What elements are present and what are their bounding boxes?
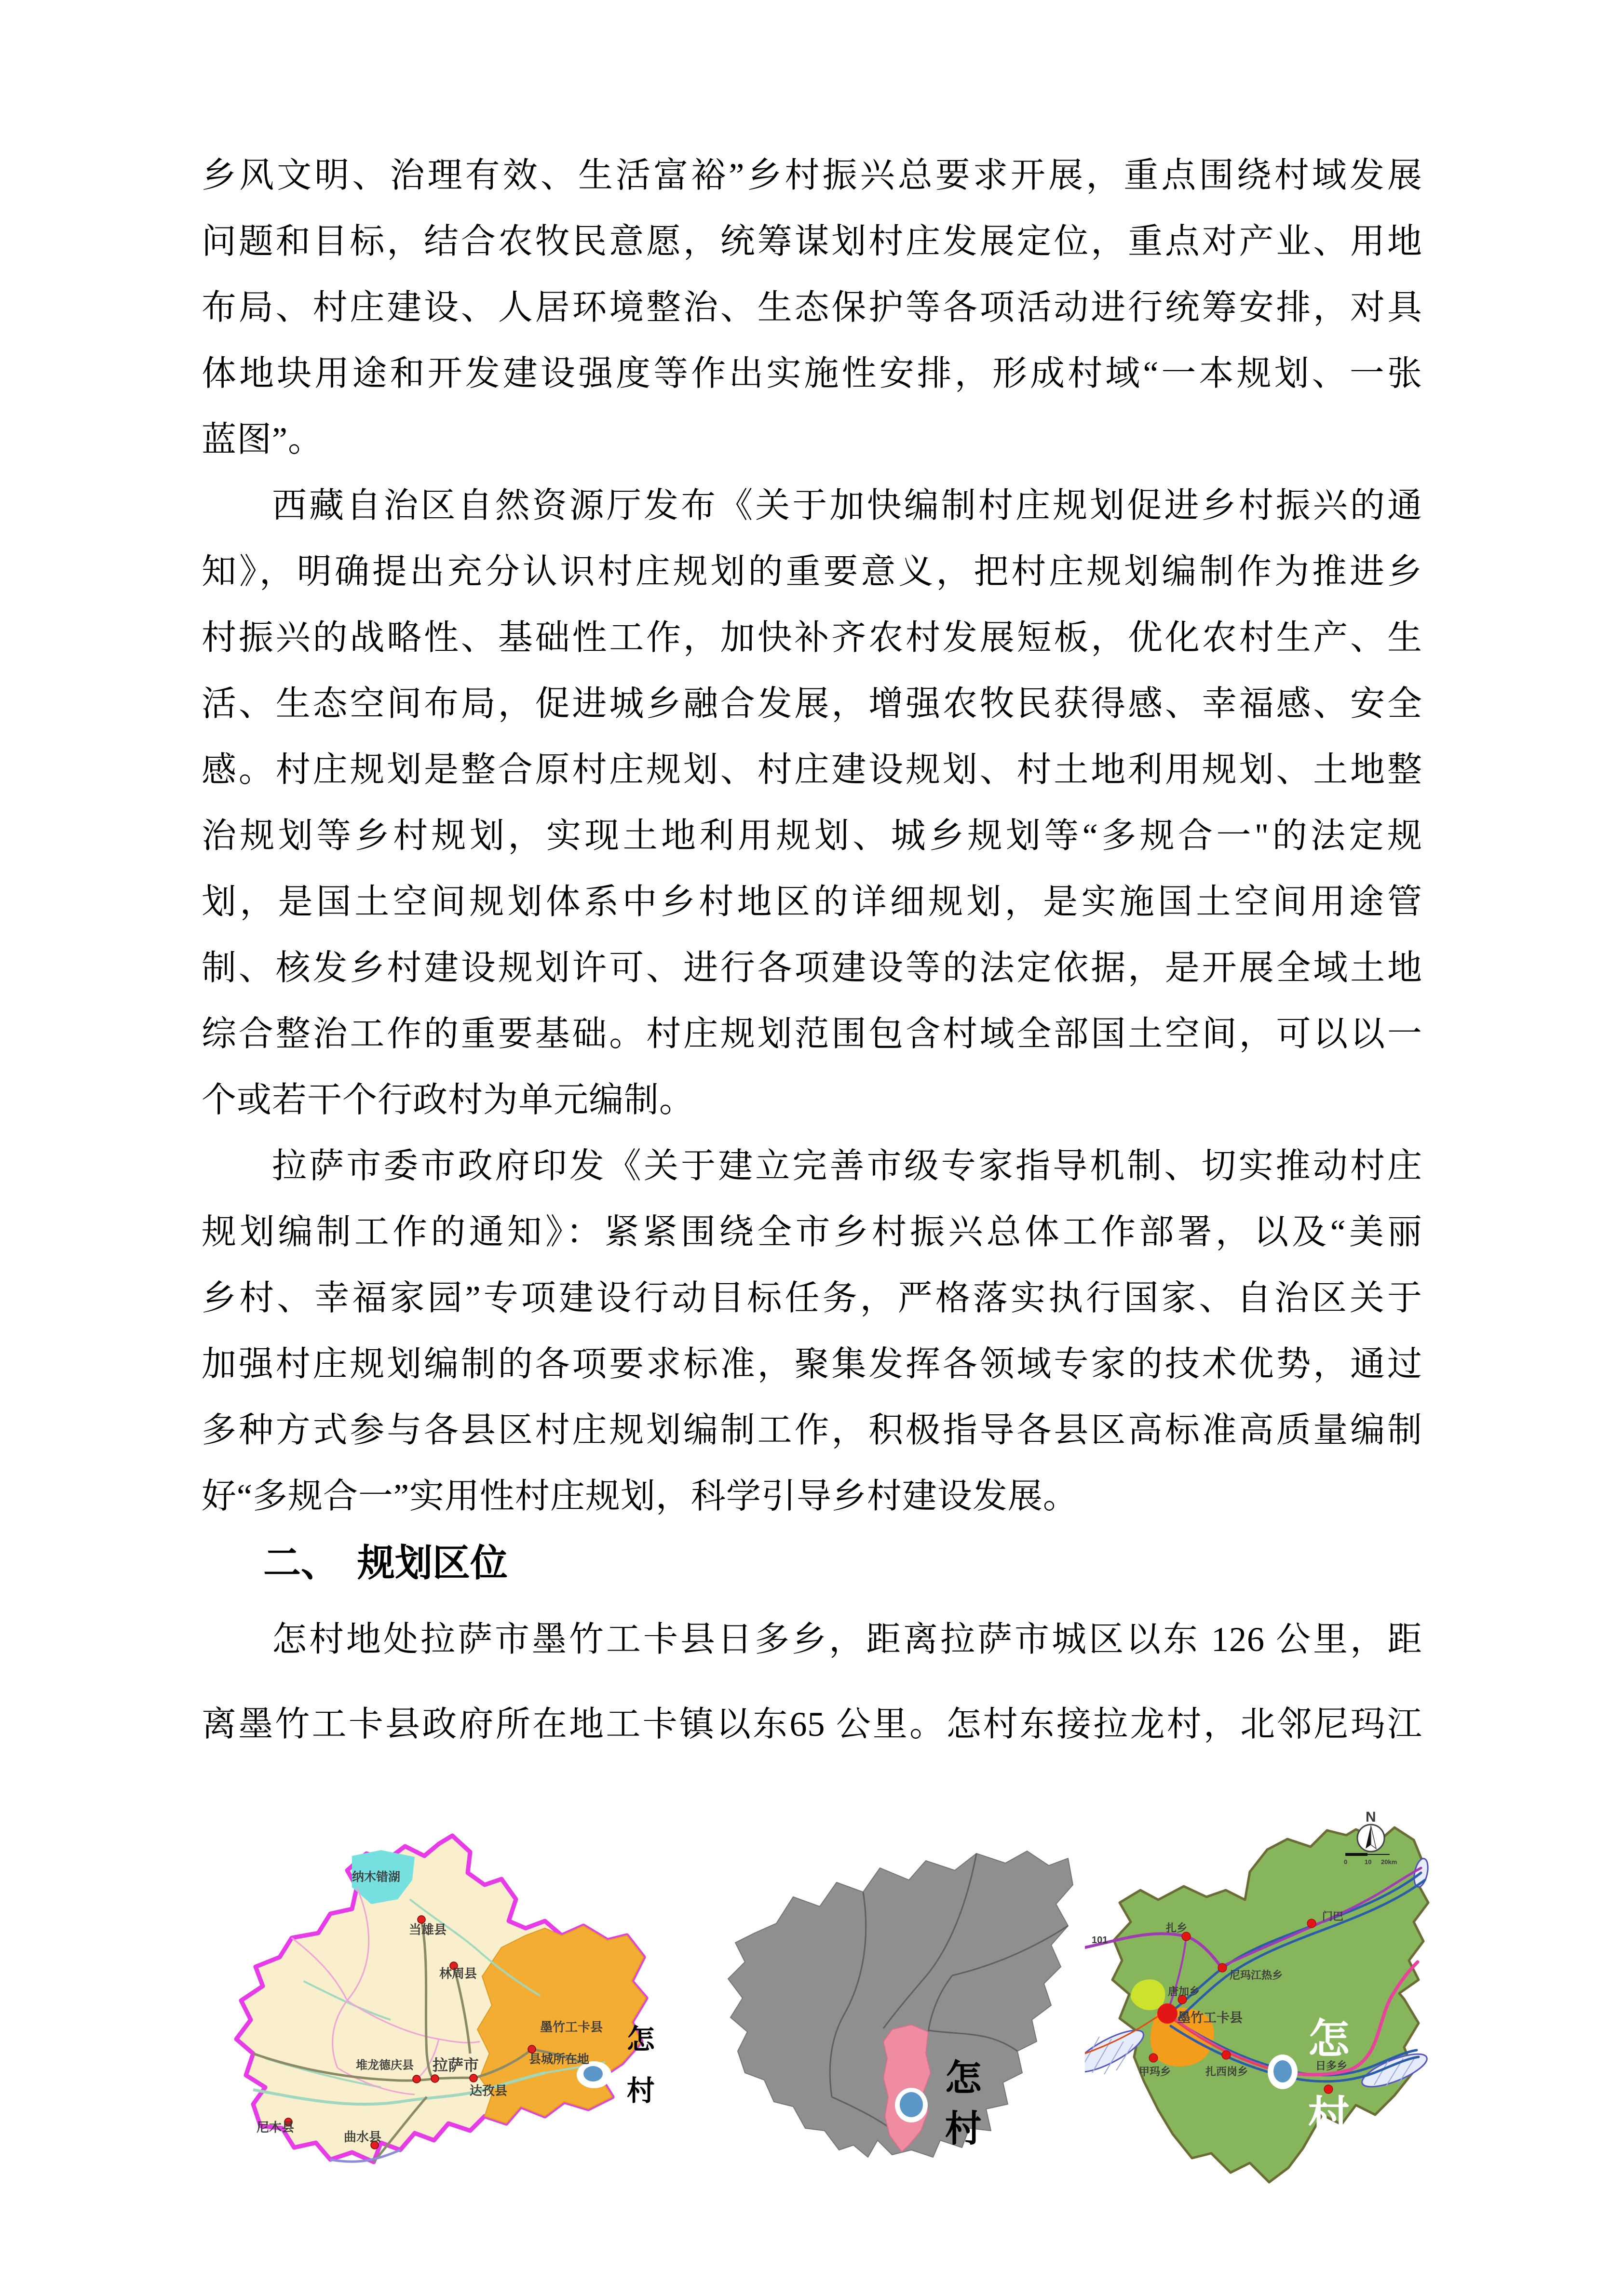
township-label: 尼玛江热乡 (1230, 1969, 1283, 1981)
compass-north-label: N (1366, 1809, 1376, 1825)
scale-tick: 20km (1381, 1858, 1397, 1866)
paragraph-line: 好“多规合一”实用性村庄规划，科学引导乡村建设发展。 (202, 1477, 1078, 1516)
village-marker-label: 怎村 (1308, 2016, 1350, 2139)
paragraph-line: 规划编制工作的通知》：紧紧围绕全市乡村振兴总体工作部署，以及“美丽 (202, 1213, 1422, 1251)
county-seat-label: 墨竹工卡县 (1177, 2011, 1243, 2025)
paragraph-line: 制、核发乡村建设规划许可、进行各项建设等的法定依据，是开展全域土地 (202, 949, 1422, 987)
county-label: 达孜县 (470, 2083, 508, 2098)
township-label: 扎乡 (1166, 1922, 1188, 1934)
paragraph-line: 乡村、幸福家园”专项建设行动目标任务，严格落实执行国家、自治区关于 (202, 1279, 1422, 1317)
village-marker-label: 怎村 (626, 2024, 655, 2107)
county-label: 尼木县 (257, 2120, 295, 2135)
paragraph-line: 体地块用途和开发建设强度等作出实施性安排，形成村域“一本规划、一张 (202, 354, 1422, 393)
township-label: 门巴 (1322, 1910, 1344, 1922)
county-label: 当雄县 (409, 1922, 447, 1937)
highlight-county-label: 墨竹工卡县 (540, 2020, 603, 2034)
township-label: 日多乡 (1315, 2060, 1348, 2072)
county-silhouette-map (709, 1846, 1095, 2184)
lake-label: 纳木错湖 (352, 1870, 401, 1884)
paragraph-line: 西藏自治区自然资源厅发布《关于加快编制村庄规划促进乡村振兴的通 (272, 486, 1422, 525)
paragraph-line: 综合整治工作的重要基础。村庄规划范围包含村域全部国土空间，可以以一 (202, 1015, 1422, 1053)
paragraph-line: 乡风文明、治理有效、生活富裕”乡村振兴总要求开展，重点围绕村域发展 (202, 156, 1422, 195)
paragraph-line: 划，是国土空间规划体系中乡村地区的详细规划，是实施国土空间用途管 (202, 883, 1422, 921)
county-seat-dot (1157, 2003, 1177, 2024)
paragraph-line: 离墨竹工卡县政府所在地工卡镇以东65 公里。怎村东接拉龙村，北邻尼玛江 (202, 1705, 1422, 1744)
paragraph-line: 怎村地处拉萨市墨竹工卡县日多乡，距离拉萨市城区以东 126 公里，距 (272, 1620, 1422, 1659)
scale-tick: 0 (1344, 1858, 1348, 1866)
paragraph-line: 拉萨市委市政府印发《关于建立完善市级专家指导机制、切实推动村庄 (272, 1147, 1422, 1185)
township-label: 扎西岗乡 (1205, 2066, 1248, 2078)
paragraph-line: 加强村庄规划编制的各项要求标准，聚集发挥各领域专家的技术优势，通过 (202, 1345, 1422, 1383)
paragraph-line: 个或若干个行政村为单元编制。 (202, 1081, 695, 1119)
compass-icon (1357, 1809, 1384, 1852)
paragraph-line: 村振兴的战略性、基础性工作，加快补齐农村发展短板，优化农村生产、生 (202, 618, 1422, 657)
paragraph-line: 治规划等乡村规划，实现土地利用规划、城乡规划等“多规合一"的法定规 (202, 817, 1422, 855)
body-text (202, 143, 1422, 1767)
county-label: 堆龙德庆县 (356, 2059, 414, 2072)
city-label: 拉萨市 (433, 2056, 479, 2074)
paragraph-line: 知》，明确提出充分认识村庄规划的重要意义，把村庄规划编制作为推进乡 (202, 552, 1422, 591)
marker-dot (1268, 2054, 1298, 2089)
section-heading-planning-location: 二、 规划区位 (263, 1542, 508, 1584)
paragraph-line: 感。村庄规划是整合原村庄规划、村庄建设规划、村土地利用规划、土地整 (202, 751, 1422, 789)
township-label: 唐加乡 (1168, 1986, 1200, 1998)
marker-dot (895, 2088, 928, 2122)
paragraph-line: 蓝图”。 (202, 420, 323, 459)
paragraph-line: 活、生态空间布局，促进城乡融合发展，增强农牧民获得感、幸福感、安全 (202, 685, 1422, 723)
lhasa-prefecture-map (207, 1827, 690, 2164)
paragraph-line: 多种方式参与各县区村庄规划编制工作，积极指导各县区高标准高质量编制 (202, 1411, 1422, 1450)
township-label: 甲玛乡 (1139, 2066, 1171, 2078)
road-number-label: 101 (1092, 1935, 1108, 1946)
paragraph-line: 问题和目标，结合农牧民意愿，统筹谋划村庄发展定位，重点对产业、用地 (202, 222, 1422, 261)
county-label: 曲水县 (344, 2130, 382, 2144)
paragraph-line: 布局、村庄建设、人居环境整治、生态保护等各项活动进行统筹安排，对具 (202, 288, 1422, 327)
county-seat-label: 县城所在地 (529, 2053, 590, 2066)
county-label: 林周县 (439, 1966, 477, 1981)
scale-tick: 10 (1365, 1858, 1372, 1866)
township-planning-map (1085, 1781, 1444, 2201)
village-marker-label: 怎村 (945, 2058, 982, 2149)
